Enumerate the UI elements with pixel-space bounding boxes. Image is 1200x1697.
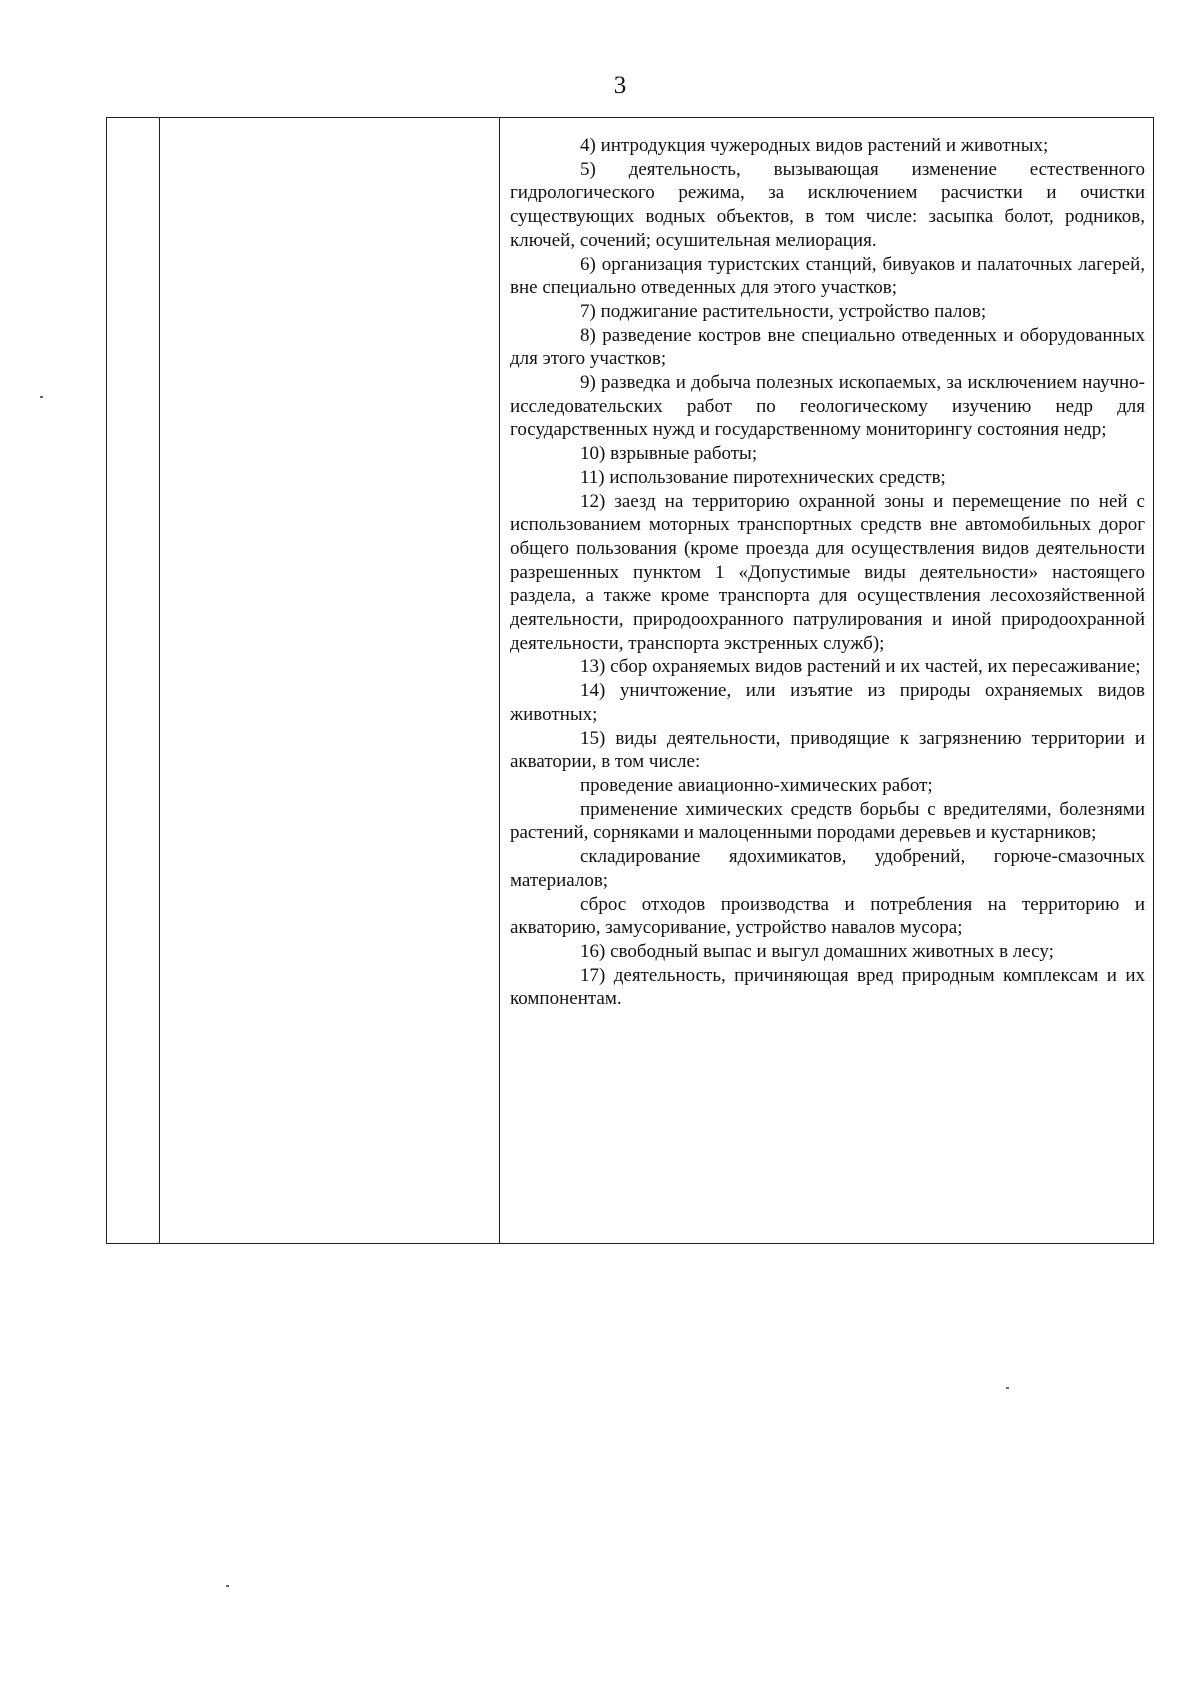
page-number: 3 xyxy=(613,72,627,99)
sub-list-item: применение химических средств борьбы с вредителями, болезнями растений, сорняками и малоценными породами деревьев и кустарников; xyxy=(510,798,1145,844)
list-item: 12) заезд на территорию охранной зоны и перемещение по ней с использованием моторных транспортных средств вне автомобильных дорог общего пользования (кроме проезда для осуществления видов деятельности разрешенных пунктом 1 «Допустимые виды деятельности» настоящего раздела, а также кроме транспорта для осуществления лесохозяйственной деятельности, природоохранного патрулирования и иной природоохранной деятельности, транспорта экстренных служб); xyxy=(510,490,1145,654)
sub-list-item: проведение авиационно-химических работ; xyxy=(580,774,933,796)
list-item: 8) разведение костров вне специально отведенных и оборудованных для этого участков; xyxy=(510,324,1145,370)
number-column-cell xyxy=(107,118,160,1244)
list-item: 4) интродукция чужеродных видов растений и животных; xyxy=(580,135,1049,156)
document-table xyxy=(106,117,1154,1244)
list-item: 10) взрывные работы; xyxy=(580,443,758,465)
list-item: 15) виды деятельности, приводящие к загрязнению территории и акватории, в том числе: xyxy=(510,727,1145,773)
list-item: 6) организация туристских станций, бивуаков и палаточных лагерей, вне специально отведенных для этого участков; xyxy=(510,253,1145,299)
list-item: 16) свободный выпас и выгул домашних животных в лесу; xyxy=(580,940,1054,962)
content-column-cell xyxy=(500,118,1154,1244)
scan-speck xyxy=(1006,1387,1009,1389)
sub-list-item: складирование ядохимикатов, удобрений, горюче-смазочных материалов; xyxy=(510,846,1145,891)
list-item: 5) деятельность, вызывающая изменение естественного гидрологического режима, за исключением расчистки и очистки существующих водных объектов, в том числе: засыпка болот, родников, ключей, сочений; осушительная мелиорация. xyxy=(510,158,1145,251)
list-item: 17) деятельность, причиняющая вред природным комплексам и их компонентам. xyxy=(510,964,1145,1010)
scan-speck xyxy=(226,1585,229,1587)
list-item: 11) использование пиротехнических средств; xyxy=(580,466,946,488)
scan-speck xyxy=(40,396,43,398)
list-item: 9) разведка и добыча полезных ископаемых, за исключением научно-исследовательских работ по геологическому изучению недр для государственных нужд и государственному мониторингу состояния недр; xyxy=(510,372,1145,441)
list-item: 7) поджигание растительности, устройство палов; xyxy=(580,300,987,322)
name-column-cell xyxy=(160,118,500,1244)
sub-list-item: сброс отходов производства и потребления на территорию и акваторию, замусоривание, устройство навалов мусора; xyxy=(510,893,1145,939)
list-item: 13) сбор охраняемых видов растений и их частей, их пересаживание; xyxy=(580,656,1141,678)
prohibited-activities-list xyxy=(510,134,1145,1011)
table-row xyxy=(107,118,1154,1244)
list-item: 14) уничтожение, или изъятие из природы охраняемых видов животных; xyxy=(510,680,1145,725)
